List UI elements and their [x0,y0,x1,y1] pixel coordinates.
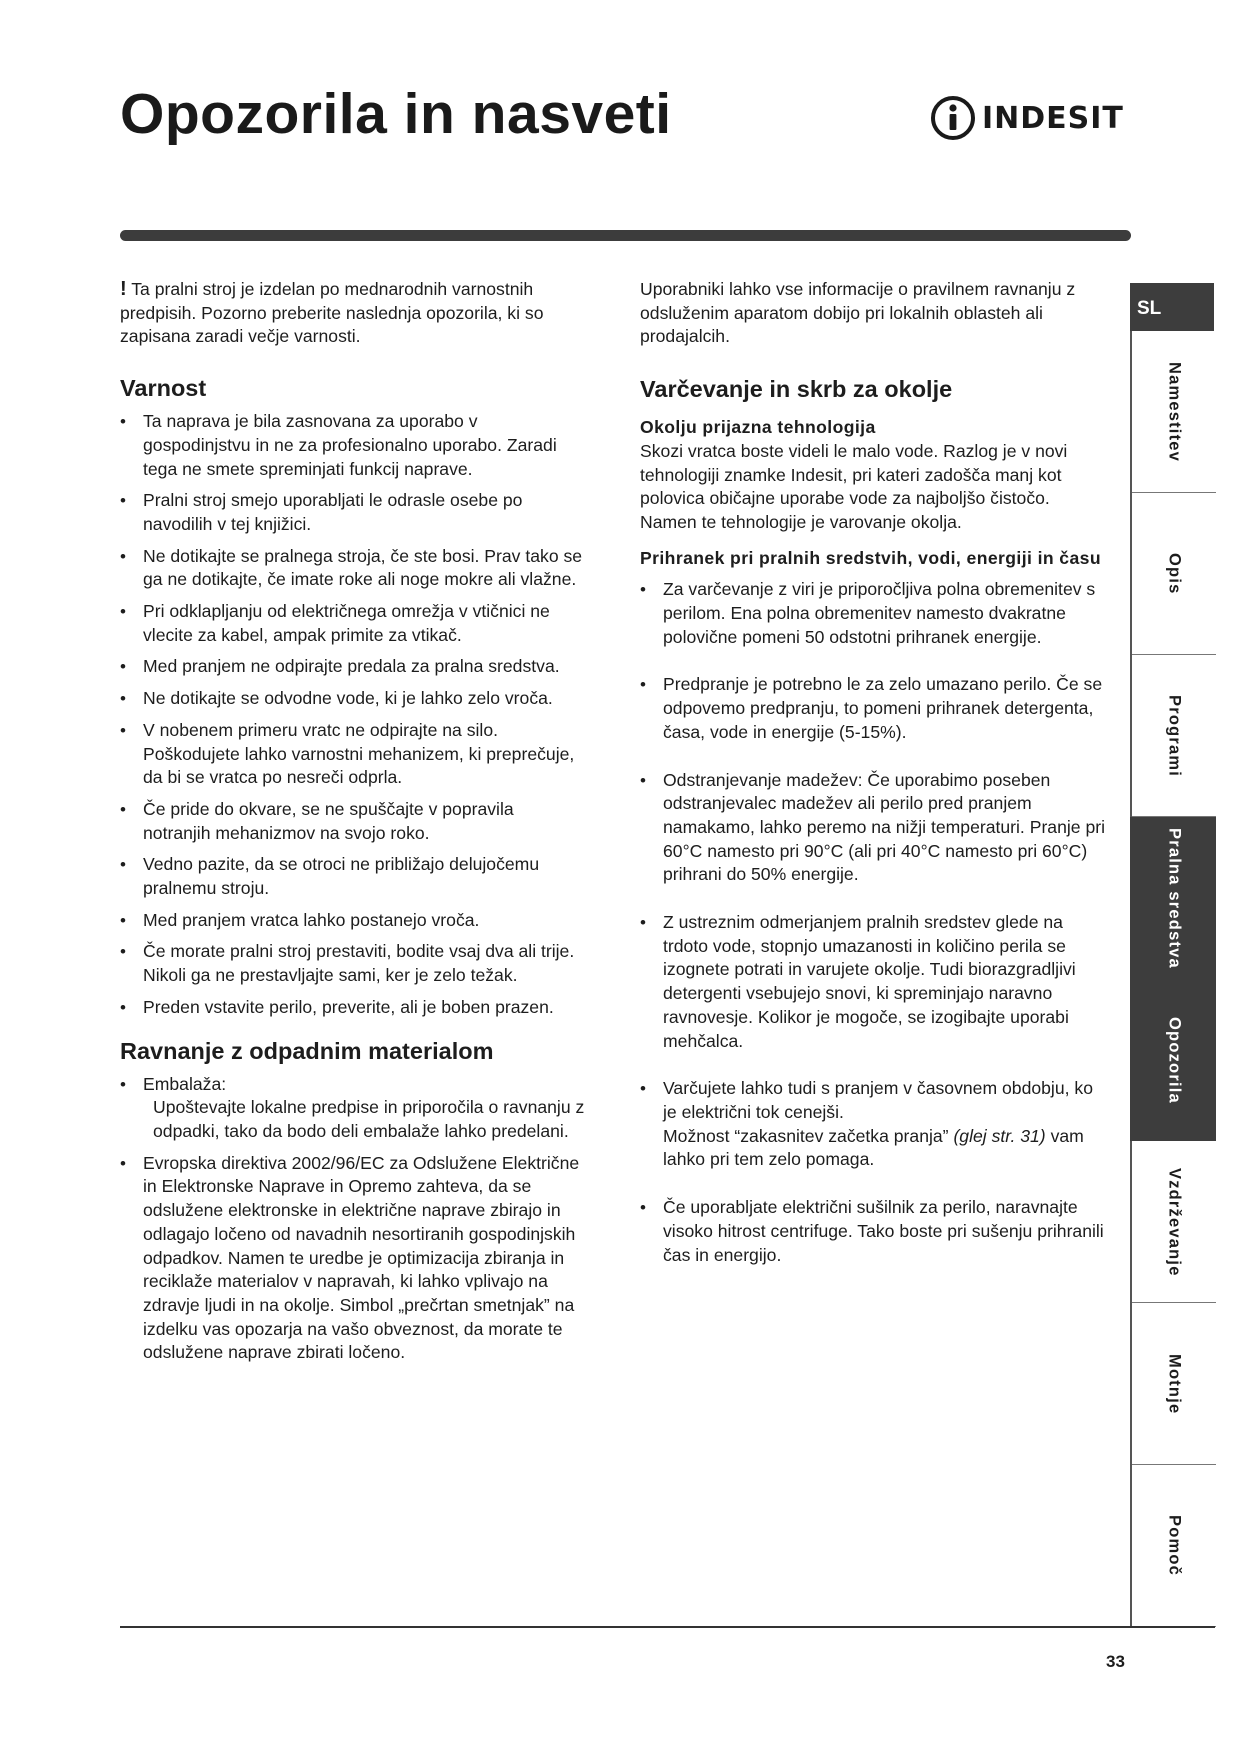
brand-logo [930,94,1124,142]
eco-technology-text: Skozi vratca boste videli le malo vode. Razlog je v novi tehnologiji znamke Indesit, pri kateri zadošča manj kot polovica običajne uporabe vode za najboljšo čistočo. Namen te tehnologije je varovanje okolja. [640,440,1068,532]
disposal-item [120,1152,585,1365]
safety-item: • Pralni stroj smejo uporabljati le odrasle osebe po navodilih v tej knjižici. [120,489,585,536]
timing-option: Možnost “zakasnitev začetka pranja” [663,1125,949,1146]
safety-item: • Med pranjem vratca lahko postanejo vroča. [120,909,585,933]
title-divider [120,230,1131,241]
side-tab-label: Opis [1165,553,1184,595]
disposal-list [120,1073,585,1365]
savings-item [640,1077,1110,1172]
side-tab-namestitev[interactable] [1130,331,1216,493]
savings-list [640,578,1110,1267]
side-tab-pomoč[interactable] [1130,1465,1216,1627]
savings-item: • Odstranjevanje madežev: Če uporabimo poseben odstranjevalec madežev ali perilo pred pranjem namakamo, lahko peremo na nižji temperaturi. Pranje pri 60°C namesto pri 90°C (ali pri 40°C namesto pri 60°C) prihrani do 50% energije. [640,769,1110,888]
safety-item: • Med pranjem ne odpirajte predala za pralna sredstva. [120,655,585,679]
safety-item: • Pri odklapljanju od električnega omrežja v vtičnici ne vlecite za kabel, ampak primite za vtikač. [120,600,585,647]
safety-item: • Ne dotikajte se odvodne vode, ki je lahko zelo vroča. [120,687,585,711]
bottom-divider [120,1626,1215,1628]
side-tab-label: Programi [1165,694,1184,778]
disposal-item-text: Upoštevajte lokalne predpise in priporočila o ravnanju z odpadki, tako da bodo deli embalaže lahko predelani. [153,1097,585,1141]
side-tab-label: Opozorila [1165,1016,1184,1104]
intro-paragraph [120,278,585,349]
side-tab-label: Pralna sredstva [1165,827,1184,969]
section-heading-safety: Varnost [120,375,207,402]
side-tab-label: Namestitev [1165,361,1184,463]
page-number: 33 [1106,1652,1125,1671]
safety-item: • Preden vstavite perilo, preverite, ali je boben prazen. [120,996,585,1020]
side-tab-label: Pomoč [1165,1515,1184,1577]
savings-item: • Za varčevanje z viri je priporočljiva polna obremenitev s perilom. Ena polna obremenitev namesto dvakratne polovične pomeni 50 odstotni prihranek energije. [640,578,1110,649]
safety-item: • Če pride do okvare, se ne spuščajte v popravila notranjih mehanizmov na svojo roko. [120,798,585,845]
section-heading-disposal: Ravnanje z odpadnim materialom [120,1037,494,1064]
safety-item: • Vedno pazite, da se otroci ne približajo delujočemu pralnemu stroju. [120,853,585,900]
side-tab-motnje[interactable] [1130,1303,1216,1465]
side-tab-vzdrževanje[interactable] [1130,1141,1216,1303]
disposal-item-title: • Embalaža: [143,1073,227,1094]
side-tab-label: Vzdrževanje [1165,1167,1184,1277]
intro-text: Ta pralni stroj je izdelan po mednarodnih varnostnih predpisih. Pozorno preberite naslednja opozorila, ki so zapisana zaradi večje varnosti. [120,279,544,347]
page-title: Opozorila in nasveti [120,82,672,146]
language-label: SL [1137,298,1162,319]
disposal-info-paragraph: Uporabniki lahko vse informacije o pravilnem ravnanju z odsluženim aparatom dobijo pri lokalnih oblasteh ali prodajalcih. [640,279,1076,347]
side-tab-opozorila[interactable] [1130,979,1216,1141]
left-column [120,278,585,1365]
page-reference: (glej str. 31) [953,1125,1046,1146]
side-tab-opis[interactable] [1130,493,1216,655]
safety-item: • V nobenem primeru vratc ne odpirajte na silo. Poškodujete lahko varnostni mehanizem, ki preprečuje, da bi se vratca po nesreči odprla. [120,719,585,790]
warning-mark: ! [120,278,127,300]
safety-item: • Ne dotikajte se pralnega stroja, če ste bosi. Prav tako se ga ne dotikajte, če imate roke ali noge mokre ali vlažne. [120,545,585,592]
safety-item: • Če morate pralni stroj prestaviti, bodite vsaj dva ali trije. Nikoli ga ne prestavljajte sami, ker je zelo težak. [120,940,585,987]
disposal-item-text: Evropska direktiva 2002/96/EC za Odslužene Električne in Elektronske Naprave in Opremo zahteva, da se odslužene elektronske in električne naprave zbirajo in odlagajo ločeno od navadnih nesortiranih gospodinjskih odpadkov. Namen te uredbe je optimizacija zbiranja in reciklaže materialov v napravah, ki lahko vplivajo na zdravje ljudi in na okolje. Simbol „prečrtan smetnjak” na izdelku vas opozarja na vašo obveznost, da morate te odslužene naprave zbirati ločeno. [143,1152,580,1363]
language-tab[interactable] [1130,283,1214,331]
indesit-logo-icon [930,95,976,141]
timing-tail: vam lahko pri tem zelo pomaga. [663,1125,1084,1170]
section-heading-environment: Varčevanje in skrb za okolje [640,376,953,403]
disposal-item [120,1073,585,1144]
side-tab-label: Motnje [1165,1353,1184,1415]
right-column [640,278,1110,1267]
safety-list [120,410,585,1019]
savings-item: • Če uporabljate električni sušilnik za perilo, naravnajte visoko hitrost centrifuge. Tako boste pri sušenju prihranili čas in energijo. [640,1196,1110,1267]
safety-item: • Ta naprava je bila zasnovana za uporabo v gospodinjstvu in ne za profesionalno uporabo. Zaradi tega ne smete spreminjati funkcij naprave. [120,410,585,481]
side-tab-pralna-sredstva[interactable] [1130,817,1216,979]
timing-text: Varčujete lahko tudi s pranjem v časovnem obdobju, ko je električni tok cenejši. [663,1078,1093,1122]
subheading-savings: Prihranek pri pralnih sredstvih, vodi, energiji in času [640,547,1101,568]
side-tab-programi[interactable] [1130,655,1216,817]
savings-item: • Predpranje je potrebno le za zelo umazano perilo. Če se odpovemo predpranju, to pomeni prihranek detergenta, časa, vode in energije (5-15%). [640,673,1110,744]
brand-name: INDESIT [982,100,1124,136]
savings-item: • Z ustreznim odmerjanjem pralnih sredstev glede na trdoto vode, stopnjo umazanosti in količino perila se izognete potrati in varujete okolje. Tudi biorazgradljivi detergenti vsebujejo snovi, ki spreminjajo naravno ravnovesje. Kolikor je mogoče, se izogibajte uporabi mehčalca. [640,911,1110,1053]
subheading-eco-technology: Okolju prijazna tehnologija [640,417,876,438]
